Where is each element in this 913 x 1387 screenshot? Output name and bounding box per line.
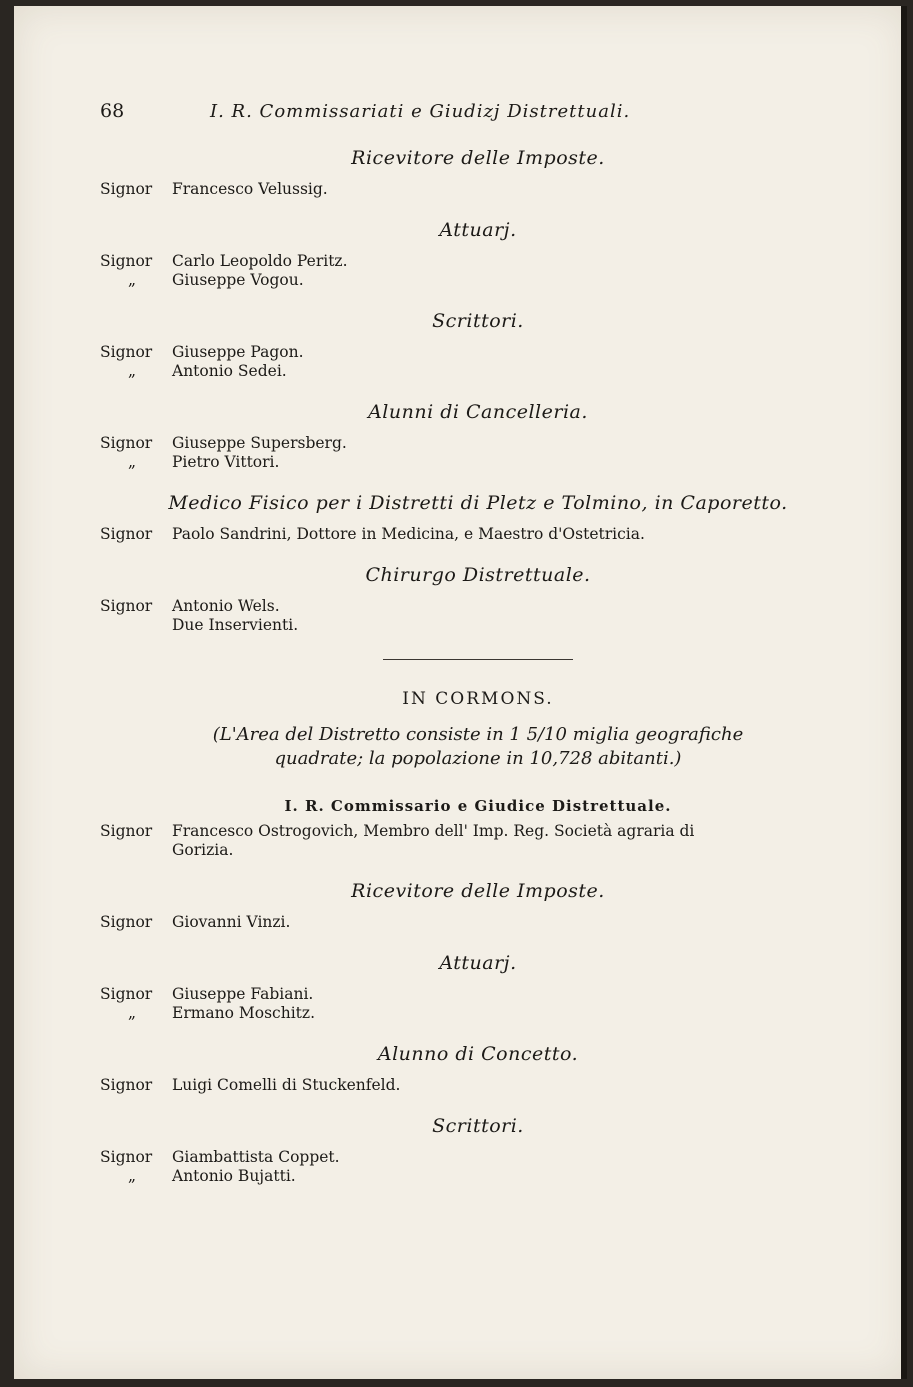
- section-heading: Attuarj.: [439, 952, 517, 974]
- page-bottom-edge: [14, 1379, 913, 1387]
- entry-line: „ Antonio Sedei.: [128, 362, 287, 380]
- entry-line: Signor Francesco Velussig.: [100, 180, 328, 198]
- entry-line: Signor Giuseppe Pagon.: [100, 343, 304, 361]
- entry-line: Gorizia.: [172, 841, 234, 859]
- section-heading: Ricevitore delle Imposte.: [351, 147, 605, 169]
- section-heading: Alunno di Concetto.: [377, 1043, 579, 1065]
- document-page: [14, 6, 907, 1379]
- entry-line: „ Pietro Vittori.: [128, 453, 280, 471]
- entry-line: Signor Luigi Comelli di Stuckenfeld.: [100, 1076, 401, 1094]
- section-heading: Scrittori.: [432, 310, 524, 332]
- entry-line: Signor Antonio Wels.: [100, 597, 280, 615]
- section-heading: Ricevitore delle Imposte.: [351, 880, 605, 902]
- entry-line: Signor Giuseppe Supersberg.: [100, 434, 347, 452]
- section-divider: [383, 659, 573, 660]
- entry-line: Due Inservienti.: [172, 616, 299, 634]
- entry-line: Signor Paolo Sandrini, Dottore in Medicina, e Maestro d'Ostetricia.: [100, 525, 645, 543]
- entry-line: „ Giuseppe Vogou.: [128, 271, 304, 289]
- entry-line: Signor Francesco Ostrogovich, Membro dell' Imp. Reg. Società agraria di: [100, 822, 695, 840]
- page-header: [100, 102, 856, 121]
- section-heading: Alunni di Cancelleria.: [368, 401, 588, 423]
- entry-line: „ Ermano Moschitz.: [128, 1004, 316, 1022]
- entry-line: Signor Carlo Leopoldo Peritz.: [100, 252, 348, 270]
- district-title: IN CORMONS.: [402, 689, 554, 709]
- entry-line: Signor Giambattista Coppet.: [100, 1148, 340, 1166]
- page-spine-shadow: [901, 6, 907, 1379]
- section-heading: I. R. Commissario e Giudice Distrettuale.: [284, 797, 672, 815]
- section-heading: Attuarj.: [439, 219, 517, 241]
- running-title: I. R. Commissariati e Giudizj Distrettuali.: [210, 101, 631, 122]
- entry-line: Signor Giuseppe Fabiani.: [100, 985, 314, 1003]
- section-heading: Chirurgo Distrettuale.: [365, 564, 591, 586]
- section-heading: Medico Fisico per i Distretti di Pletz e Tolmino, in Caporetto.: [168, 492, 788, 514]
- district-note: (L'Area del Distretto consiste in 1 5/10 miglia geografiche quadrate; la popolazione in 10,728 abitanti.): [212, 724, 744, 769]
- page-content: [100, 102, 856, 1186]
- entry-line: Signor Giovanni Vinzi.: [100, 913, 291, 931]
- page-number: 68: [100, 100, 125, 122]
- section-heading: Scrittori.: [432, 1115, 524, 1137]
- entry-line: „ Antonio Bujatti.: [128, 1167, 296, 1185]
